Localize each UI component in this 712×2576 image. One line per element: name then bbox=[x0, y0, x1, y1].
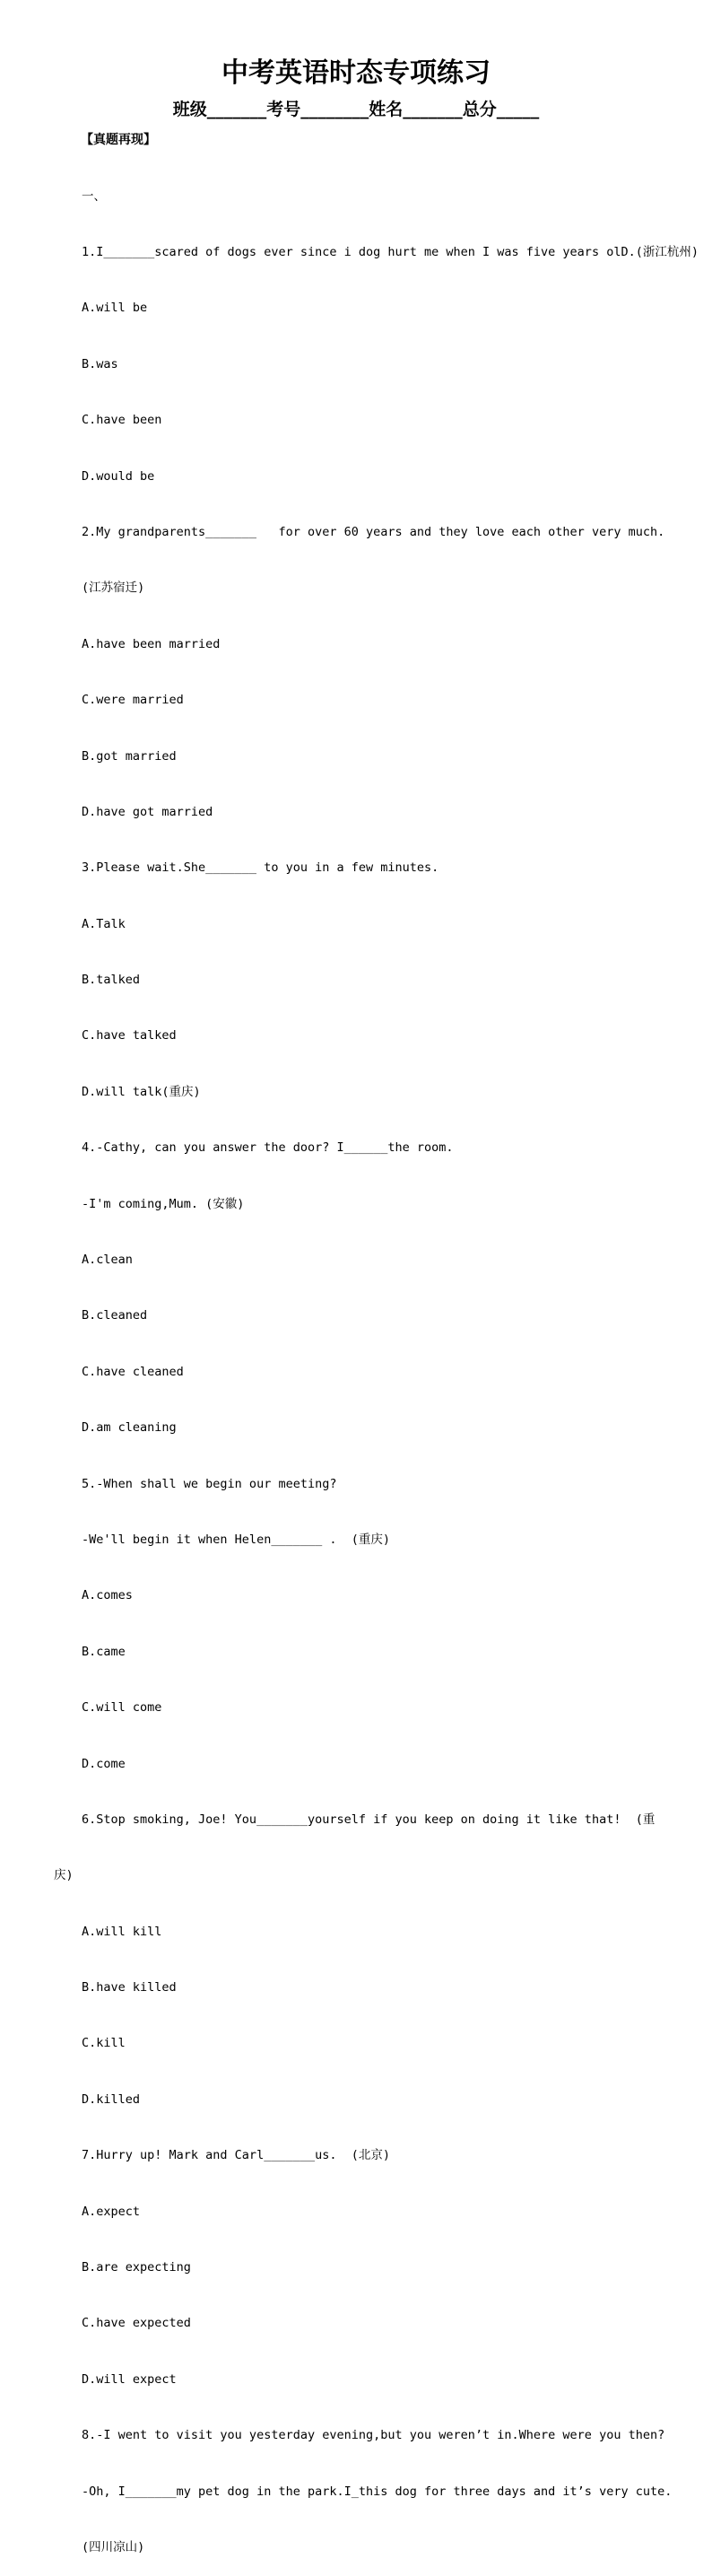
dialogue-line: -I'm coming,Mum. (安徽) bbox=[82, 1196, 245, 1211]
question-6: 6.Stop smoking, Joe! You_______yourself if you keep on doing it like that! (重 bbox=[82, 1812, 656, 1827]
option-line: D.would be bbox=[82, 468, 155, 484]
option-line: A.expect bbox=[82, 2204, 141, 2219]
option-line: B.are expecting bbox=[82, 2260, 191, 2275]
option-line: A.comes bbox=[82, 1588, 133, 1603]
option-line: C.have expected bbox=[82, 2316, 191, 2331]
wrapped-line: 庆) bbox=[54, 1868, 74, 1883]
option-line: C.kill bbox=[82, 2036, 126, 2051]
question-list bbox=[54, 150, 699, 2576]
option-line: A.clean bbox=[82, 1253, 133, 1268]
option-line: D.am cleaning bbox=[82, 1420, 177, 1436]
option-line: C.have talked bbox=[82, 1028, 177, 1043]
option-line: A.will kill bbox=[82, 1924, 162, 1939]
source-line: (四川凉山) bbox=[82, 2540, 145, 2554]
section-title: 【真题再现】 bbox=[81, 133, 156, 147]
source-line: (江苏宿迁) bbox=[82, 581, 145, 596]
option-line: D.killed bbox=[82, 2091, 141, 2107]
dialogue-line: -Oh, I_______my pet dog in the park.I_this dog for three days and it’s very cute. bbox=[82, 2484, 673, 2499]
option-line: B.have killed bbox=[82, 1980, 177, 1995]
question-5: 5.-When shall we begin our meeting? bbox=[82, 1476, 337, 1491]
option-line: D.come bbox=[82, 1756, 126, 1771]
option-line: C.have cleaned bbox=[82, 1364, 184, 1379]
page-title: 中考英语时态专项练习 bbox=[221, 57, 491, 89]
option-line: D.have got married bbox=[82, 804, 213, 819]
option-line: B.came bbox=[82, 1644, 126, 1659]
option-line: B.was bbox=[82, 356, 118, 371]
option-line: A.have been married bbox=[82, 636, 221, 651]
option-line: B.got married bbox=[82, 748, 177, 764]
option-line: B.cleaned bbox=[82, 1308, 148, 1323]
question-7: 7.Hurry up! Mark and Carl_______us. (北京) bbox=[82, 2148, 390, 2163]
option-line: D.will talk(重庆) bbox=[82, 1084, 201, 1099]
question-2: 2.My grandparents_______ for over 60 years and they love each other very much. bbox=[82, 524, 665, 539]
option-line: D.will expect bbox=[82, 2371, 177, 2387]
option-line: C.will come bbox=[82, 1700, 162, 1716]
option-line: B.talked bbox=[82, 973, 141, 988]
question-4: 4.-Cathy, can you answer the door? I______the room. bbox=[82, 1140, 454, 1156]
dialogue-line: -We'll begin it when Helen_______ . (重庆) bbox=[82, 1532, 390, 1547]
student-info-line: 班级_______考号________姓名_______总分_____ bbox=[172, 100, 540, 119]
option-line: A.will be bbox=[82, 301, 148, 316]
option-line: A.Talk bbox=[82, 916, 126, 931]
text-line: 一、 bbox=[82, 188, 106, 204]
option-line: C.have been bbox=[82, 413, 162, 428]
question-3: 3.Please wait.She_______ to you in a few minutes. bbox=[82, 860, 439, 876]
question-8: 8.-I went to visit you yesterday evening,but you weren’t in.Where were you then? bbox=[82, 2428, 665, 2443]
option-line: C.were married bbox=[82, 693, 184, 708]
question-1: 1.I_______scared of dogs ever since i dog hurt me when I was five years olD.(浙江杭州) bbox=[82, 244, 699, 259]
